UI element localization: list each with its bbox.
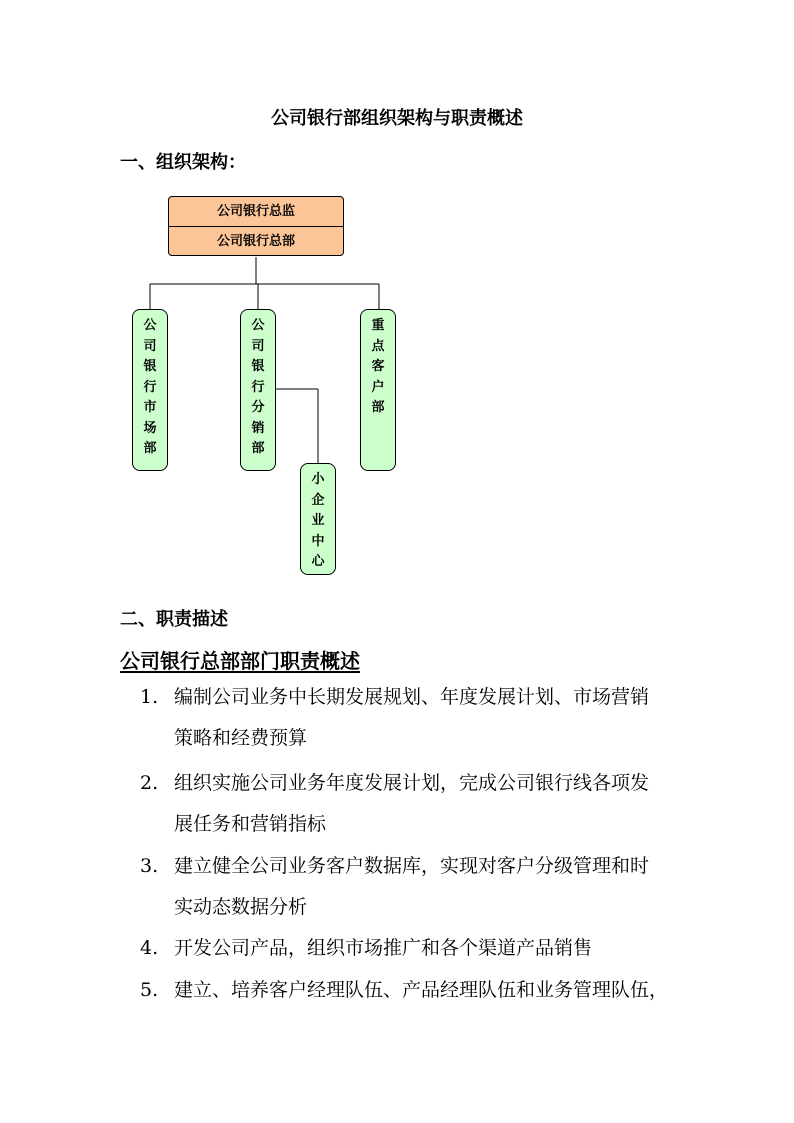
key-client-dept-label: 重 点 客 户 部 (371, 318, 385, 415)
item-text: 建立健全公司业务客户数据库，实现对客户分级管理和时 实动态数据分析 (174, 855, 650, 918)
key-client-dept-box (360, 309, 396, 471)
small-business-center-box (300, 463, 336, 575)
branch-dept-label: 公 司 银 行 分 销 部 (251, 318, 265, 456)
small-business-center-label: 小 企 业 中 心 (311, 472, 325, 569)
market-dept-label: 公 司 银 行 市 场 部 (143, 318, 157, 456)
head-office-label: 公司银行总部 (216, 234, 295, 249)
director-label: 公司银行总监 (169, 197, 343, 227)
section-heading-org: 一、组织架构： (120, 152, 246, 173)
item-text: 开发公司产品，组织市场推广和各个渠道产品销售 (174, 937, 593, 959)
item-number: 5. (140, 979, 159, 1001)
section-heading-duties: 二、职责描述 (120, 609, 228, 630)
item-text: 组织实施公司业务年度发展计划，完成公司银行线各项发 展任务和营销指标 (174, 772, 650, 835)
head-office-box (168, 196, 344, 256)
item-number: 4. (140, 937, 159, 959)
item-number: 3. (140, 855, 159, 877)
item-text: 编制公司业务中长期发展规划、年度发展计划、市场营销 策略和经费预算 (174, 686, 650, 749)
item-text: 建立、培养客户经理队伍、产品经理队伍和业务管理队伍， (174, 979, 669, 1001)
duties-subheading: 公司银行总部部门职责概述 (120, 649, 360, 673)
branch-dept-box (240, 309, 276, 471)
item-number: 1. (140, 686, 159, 708)
page-title: 公司银行部组织架构与职责概述 (271, 108, 523, 129)
market-dept-box (132, 309, 168, 471)
item-number: 2. (140, 772, 159, 794)
